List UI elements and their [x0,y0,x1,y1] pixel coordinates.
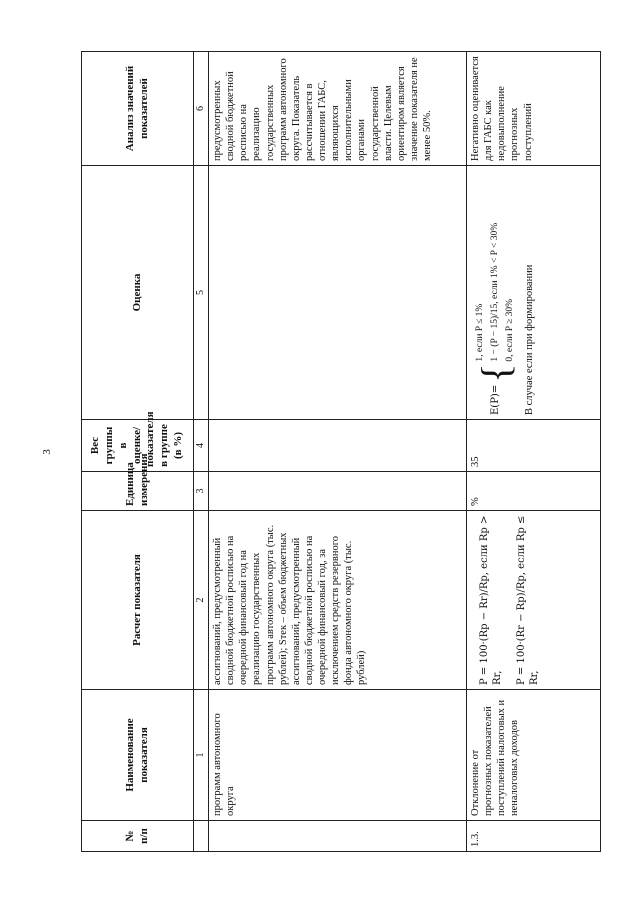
calculation-cell [467,511,601,690]
header-calc: Расчет показателя [82,511,194,690]
row-num-cell [209,821,467,852]
table-row [467,52,601,852]
header-evaluation: Оценка [82,166,194,420]
header-weight: Вес группы в оценке/ показателя в группе (в %) [82,420,194,472]
table-row [209,52,467,852]
col-number: 2 [194,511,209,690]
unit-cell [209,472,467,511]
case-3: 0, если P ≥ 30% [505,298,516,362]
header-analysis: Анализ значений показателей [82,52,194,166]
left-brace-icon: { [472,363,518,383]
col-number: 4 [194,420,209,472]
weight-cell: 35 [467,420,601,472]
unit-cell: % [467,472,601,511]
calculation-cell: ассигнований, предусмотренный сводной бюджетной росписью на очередной финансовый год на реализацию государственных программ автономного округа (тыс. рублей); Sтек – объем бюджетных ассигнований, предусмотренный сводной бюджетной росписью на очередной финансовый год, за исключением средств резервного фонда автономного округа (тыс. рублей) [209,511,467,690]
analysis-cell: Негативно оценивается для ГАБС как недовыполнение прогнозных поступлений [467,52,601,166]
case-1: 1, если P ≤ 1% [475,303,485,362]
evaluation-note: В случае если при формировании [523,264,535,415]
header-name: Наименование показателя [82,690,194,821]
weight-cell [209,420,467,472]
row-num-cell: 1.3. [467,821,601,852]
indicator-name-cell: программ автономного округа [209,690,467,821]
page-number: 3 [41,449,53,455]
evaluation-cases [473,223,519,362]
indicator-name-cell: Отклонение от прогнозных показателей поступлений налоговых и неналоговых доходов [467,690,601,821]
formula-2: P = 100·(Rr − Rp)/Rp, если Rp ≤ Rr, [516,515,540,685]
evaluation-cell [467,166,601,420]
rotated-table-container [81,52,601,852]
formula-1: P = 100·(Rp − Rr)/Rp, если Rp > Rr, [479,515,503,685]
header-unit: Единица измерения [82,472,194,511]
column-number-row [194,52,209,852]
header-num: № п/п [82,821,194,852]
col-number: 5 [194,166,209,420]
evaluation-formula: E(P)= { 1, если P ≤ 1% 1 − (P − 15)/15, если 1% < P < 30% 0, если P ≥ 30% [472,222,518,415]
evaluation-cell [209,166,467,420]
indicator-table [81,51,601,852]
col-number: 3 [194,472,209,511]
table-header-row [82,52,194,852]
col-number-blank [194,821,209,852]
analysis-cell: предусмотренных сводной бюджетной росписью на реализацию государственных программ автономного округа. Показатель рассчитывается в отношении ГАБС, являющихся исполнительными органами государственной власти. Целевым ориентиром является значение показателя не менее 50%. [209,52,467,166]
col-number: 1 [194,690,209,821]
case-2: 1 − (P − 15)/15, если 1% < P < 30% [490,222,501,362]
col-number: 6 [194,52,209,166]
